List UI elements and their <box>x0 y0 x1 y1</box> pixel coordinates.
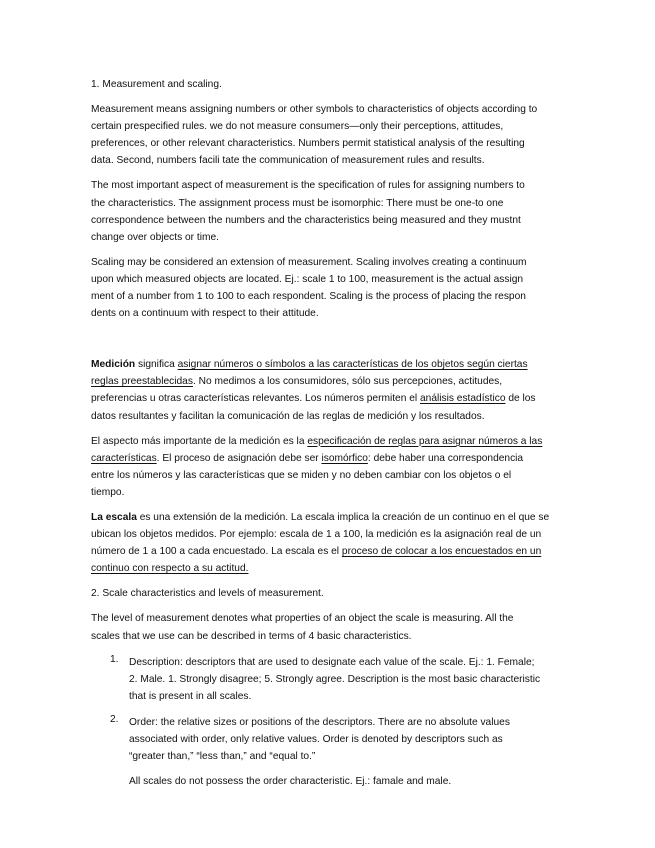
list-item-text <box>129 654 571 705</box>
text-line <box>91 433 571 450</box>
text-run: . No medimos a los consumidores, sólo sus percepciones, actitudes, <box>192 376 503 388</box>
text-line <box>91 509 571 526</box>
underlined-text: análisis estadístico <box>419 393 506 405</box>
text-line <box>91 373 571 390</box>
text-line <box>91 560 571 577</box>
text-line: ubican los objetos medidos. Por ejemplo: escala de 1 a 100, la medición es la asignación real de un <box>91 529 542 541</box>
text-line: data. Second, numbers facili tate the communication of measurement rules and results. <box>91 155 485 167</box>
paragraph-measurement-rules <box>91 177 571 245</box>
underlined-text: continuo con respecto a su actitud. <box>91 563 249 575</box>
text-line: Scaling may be considered an extension of measurement. Scaling involves creating a continuum <box>91 256 527 268</box>
underlined-text: reglas preestablecidas <box>91 376 193 388</box>
document-body <box>91 76 571 790</box>
text-run: número de 1 a 100 a cada encuestado. La escala es el <box>91 546 342 558</box>
text-line: entre los números y las características que se miden y no deben cambiar con los objetos o el <box>91 469 512 481</box>
underlined-text: isomórfico <box>321 452 368 464</box>
section-heading-measurement: 1. Measurement and scaling. <box>91 79 222 90</box>
paragraph-medicion <box>91 356 571 424</box>
characteristics-list <box>91 654 571 791</box>
text-run: preferencias u otras características relevantes. Los números permiten el <box>91 393 420 405</box>
text-run: . El proceso de asignación debe ser <box>156 452 322 464</box>
text-run: es una extensión de la medición. La escala implica la creación de un continuo en el que se <box>136 511 550 523</box>
underlined-text: asignar números o símbolos a las características de los objetos según ciertas <box>177 359 528 371</box>
text-line: Description: descriptors that are used to designate each value of the scale. Ej.: 1. Female; <box>129 656 535 668</box>
text-line: Order: the relative sizes or positions of the descriptors. There are no absolute values <box>129 716 510 728</box>
text-line: ment of a number from 1 to 100 to each respondent. Scaling is the process of placing the respon <box>91 291 526 303</box>
underlined-text: proceso de colocar a los encuestados en un <box>341 546 542 558</box>
list-item-description <box>91 654 571 705</box>
text-line <box>91 450 571 467</box>
text-line: scales that we use can be described in terms of 4 basic characteristics. <box>91 630 412 642</box>
section-heading-scale-characteristics: 2. Scale characteristics and levels of measurement. <box>91 588 324 600</box>
text-line <box>91 356 571 373</box>
paragraph-especificacion <box>91 433 571 501</box>
text-line: certain prespecified rules. we do not measure consumers—only their perceptions, attitudes, <box>91 121 504 133</box>
text-line: that is present in all scales. <box>129 690 252 702</box>
text-run: significa <box>135 359 178 371</box>
underlined-text: características <box>91 452 157 464</box>
list-number: 1. <box>110 653 119 665</box>
text-line: 2. Male. 1. Strongly disagree; 5. Strongly agree. Description is the most basic characteristic <box>129 673 541 685</box>
text-line: the characteristics. The assignment process must be isomorphic: There must be one-to one <box>91 197 504 209</box>
text-line <box>91 543 571 560</box>
list-item-text <box>129 714 571 765</box>
text-line <box>91 390 571 407</box>
text-line: associated with order, only relative values. Order is denoted by descriptors such as <box>129 734 503 745</box>
list-item-order <box>91 714 571 790</box>
list-number: 2. <box>110 713 119 725</box>
text-line: dents on a continuum with respect to their attitude. <box>91 308 319 320</box>
text-line: preferences, or other relevant characteristics. Numbers permit statistical analysis of the resulting <box>91 138 525 150</box>
text-run: El aspecto más importante de la medición es la <box>91 435 308 447</box>
text-line: tiempo. <box>91 486 125 498</box>
text-line: Measurement means assigning numbers or other symbols to characteristics of objects according to <box>91 104 538 116</box>
term-escala: La escala <box>91 511 137 523</box>
order-note: All scales do not possess the order characteristic. Ej.: famale and male. <box>129 776 452 788</box>
term-medicion: Medición <box>91 359 136 371</box>
text-run: : debe haber una correspondencia <box>367 452 524 464</box>
paragraph-escala <box>91 509 571 577</box>
paragraph-measurement-definition <box>91 101 571 169</box>
text-line: correspondence between the numbers and the characteristics being measured and they mustnt <box>91 214 521 226</box>
paragraph-scaling <box>91 254 571 322</box>
text-line: change over objects or time. <box>91 231 219 243</box>
text-line: “greater than,” “less than,” and “equal to.” <box>129 751 316 763</box>
text-line: The most important aspect of measurement is the specification of rules for assigning numbers to <box>91 180 525 192</box>
underlined-text: especificación de reglas para asignar números a las <box>307 435 543 447</box>
text-line: upon which measured objects are located. Ej.: scale 1 to 100, measurement is the actual assign <box>91 273 524 285</box>
text-line: datos resultantes y facilitan la comunicación de las reglas de medición y los resultados. <box>91 410 485 422</box>
text-line: The level of measurement denotes what properties of an object the scale is measuring. All the <box>91 613 514 625</box>
text-run: de los <box>505 393 536 405</box>
paragraph-level-of-measurement <box>91 610 571 644</box>
